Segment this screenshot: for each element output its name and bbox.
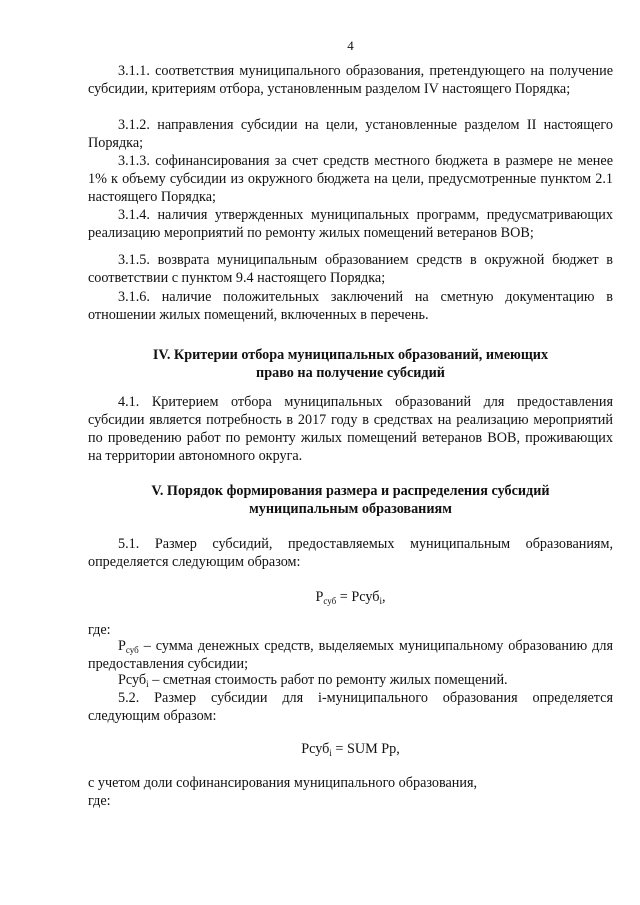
- clause-4-1: 4.1. Критерием отбора муниципальных образований для предоставления субсидии является потребность в 2017 году в средствах на реализацию мероприятий по проведению работ по ремонту жилых помещений ветеранов ВОВ, проживающих на территории автономного округа.: [88, 394, 613, 464]
- formula-subsidy-i: [88, 740, 613, 758]
- document-page: [88, 0, 613, 905]
- formula-subsidy-total: [88, 588, 613, 606]
- clause-5-1: 5.1. Размер субсидий, предоставляемых муниципальным образованиям, определяется следующим образом:: [88, 536, 613, 570]
- clause-3-1-1: 3.1.1. соответствия муниципального образования, претендующего на получение субсидии, критериям отбора, установленным разделом IV настоящего Порядка;: [88, 63, 613, 97]
- section-5-heading-line2: муниципальным образованиям: [249, 501, 452, 517]
- section-5-heading-line1: V. Порядок формирования размера и распределения субсидий: [151, 483, 550, 499]
- page-number: 4: [347, 38, 354, 53]
- formula2-rhs: = SUM Рр,: [331, 741, 400, 757]
- where-label-2: где:: [88, 793, 111, 809]
- formula1-rhs-sub: i: [379, 596, 382, 606]
- clause-5-2: 5.2. Размер субсидии для i-муниципального образования определяется следующим образом:: [88, 690, 613, 724]
- definition-p-sub-i: [88, 671, 613, 689]
- definition-p-sub: [88, 637, 613, 673]
- def2-subscript: i: [146, 679, 149, 689]
- section-4-heading-line2: право на получение субсидий: [256, 365, 445, 381]
- cofinancing-note: с учетом доли софинансирования муниципального образования,: [88, 775, 478, 791]
- section-4-heading-line1: IV. Критерии отбора муниципальных образований, имеющих: [152, 347, 549, 363]
- clause-3-1-5: 3.1.5. возврата муниципальным образованием средств в окружной бюджет в соответствии с пунктом 9.4 настоящего Порядка;: [88, 252, 613, 286]
- formula2-lhs-sub: i: [329, 748, 332, 758]
- def2-symbol: Рсуб: [118, 672, 147, 688]
- section-5-heading: [88, 482, 613, 518]
- formula1-end: ,: [381, 589, 386, 605]
- formula1-eq: = Рсуб: [336, 589, 380, 605]
- clause-3-1-6: 3.1.6. наличие положительных заключений на сметную документацию в отношении жилых помещений, включенных в перечень.: [88, 289, 613, 323]
- def1-subscript: суб: [125, 645, 139, 655]
- def2-text: – сметная стоимость работ по ремонту жилых помещений.: [148, 672, 508, 688]
- clause-3-1-4: 3.1.4. наличия утвержденных муниципальных программ, предусматривающих реализацию мероприятий по ремонту жилых помещений ветеранов ВОВ;: [88, 207, 613, 241]
- formula1-lhs: Р: [315, 589, 324, 605]
- where-label-1: где:: [88, 622, 111, 638]
- formula1-lhs-sub: суб: [323, 596, 337, 606]
- def1-symbol: Р: [118, 638, 126, 654]
- formula2-lhs: Рсуб: [301, 741, 330, 757]
- def1-text: – сумма денежных средств, выделяемых муниципальному образованию для предоставления субсидии;: [88, 638, 613, 672]
- clause-3-1-3: 3.1.3. софинансирования за счет средств местного бюджета в размере не менее 1% к объему субсидии из окружного бюджета на цели, предусмотренные пунктом 2.1 настоящего Порядка;: [88, 153, 613, 205]
- clause-3-1-2: 3.1.2. направления субсидии на цели, установленные разделом II настоящего Порядка;: [88, 117, 613, 151]
- section-4-heading: [88, 346, 613, 382]
